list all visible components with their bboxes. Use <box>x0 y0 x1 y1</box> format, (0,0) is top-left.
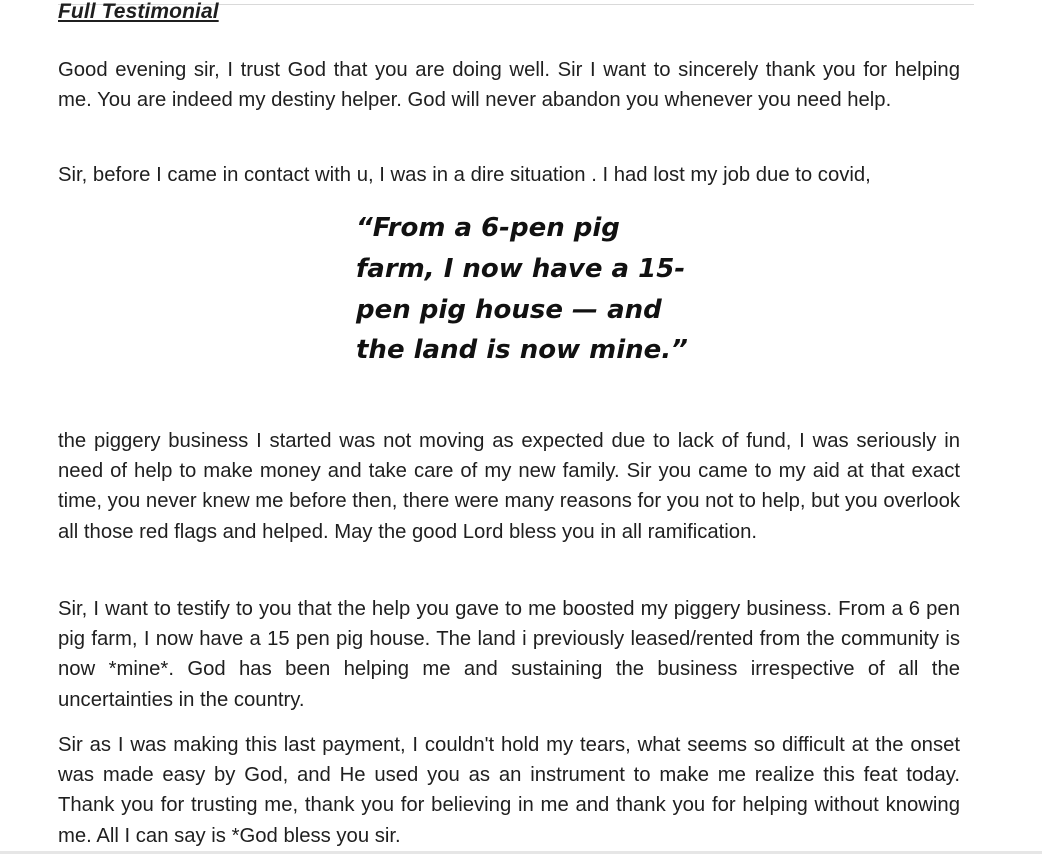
testimonial-paragraph-4: Sir, I want to testify to you that the help you gave to me boosted my piggery business. From a 6 pen pig farm, I now have a 15 pen pig house. The land i previously leased/rented from the community is now *mine*. God has been helping me and sustaining the business irrespective of all the uncertainties in the country. <box>58 598 960 711</box>
page-title: Full Testimonial <box>58 0 219 23</box>
testimonial-paragraph-1: Good evening sir, I trust God that you are doing well. Sir I want to sincerely thank you for helping me. You are indeed my destiny helper. God will never abandon you whenever you need help. <box>58 59 960 112</box>
pull-quote: “From a 6-pen pig farm, I now have a 15-pen pig house — and the land is now mine.” <box>356 213 688 366</box>
testimonial-paragraph-2: Sir, before I came in contact with u, I was in a dire situation . I had lost my job due to covid, <box>58 164 871 186</box>
testimonial-paragraph-3: the piggery business I started was not moving as expected due to lack of fund, I was seriously in need of help to make money and take care of my new family. Sir you came to my aid at that exact time, you never knew me before then, there were many reasons for you not to help, but you overlook all those red flags and helped. May the good Lord bless you in all ramification. <box>58 430 960 543</box>
testimonial-paragraph-5: Sir as I was making this last payment, I couldn't hold my tears, what seems so difficult at the onset was made easy by God, and He used you as an instrument to make me realize this feat today. Thank you for trusting me, thank you for believing in me and thank you for helping without knowing me. All I can say is *God bless you sir. <box>58 734 960 847</box>
